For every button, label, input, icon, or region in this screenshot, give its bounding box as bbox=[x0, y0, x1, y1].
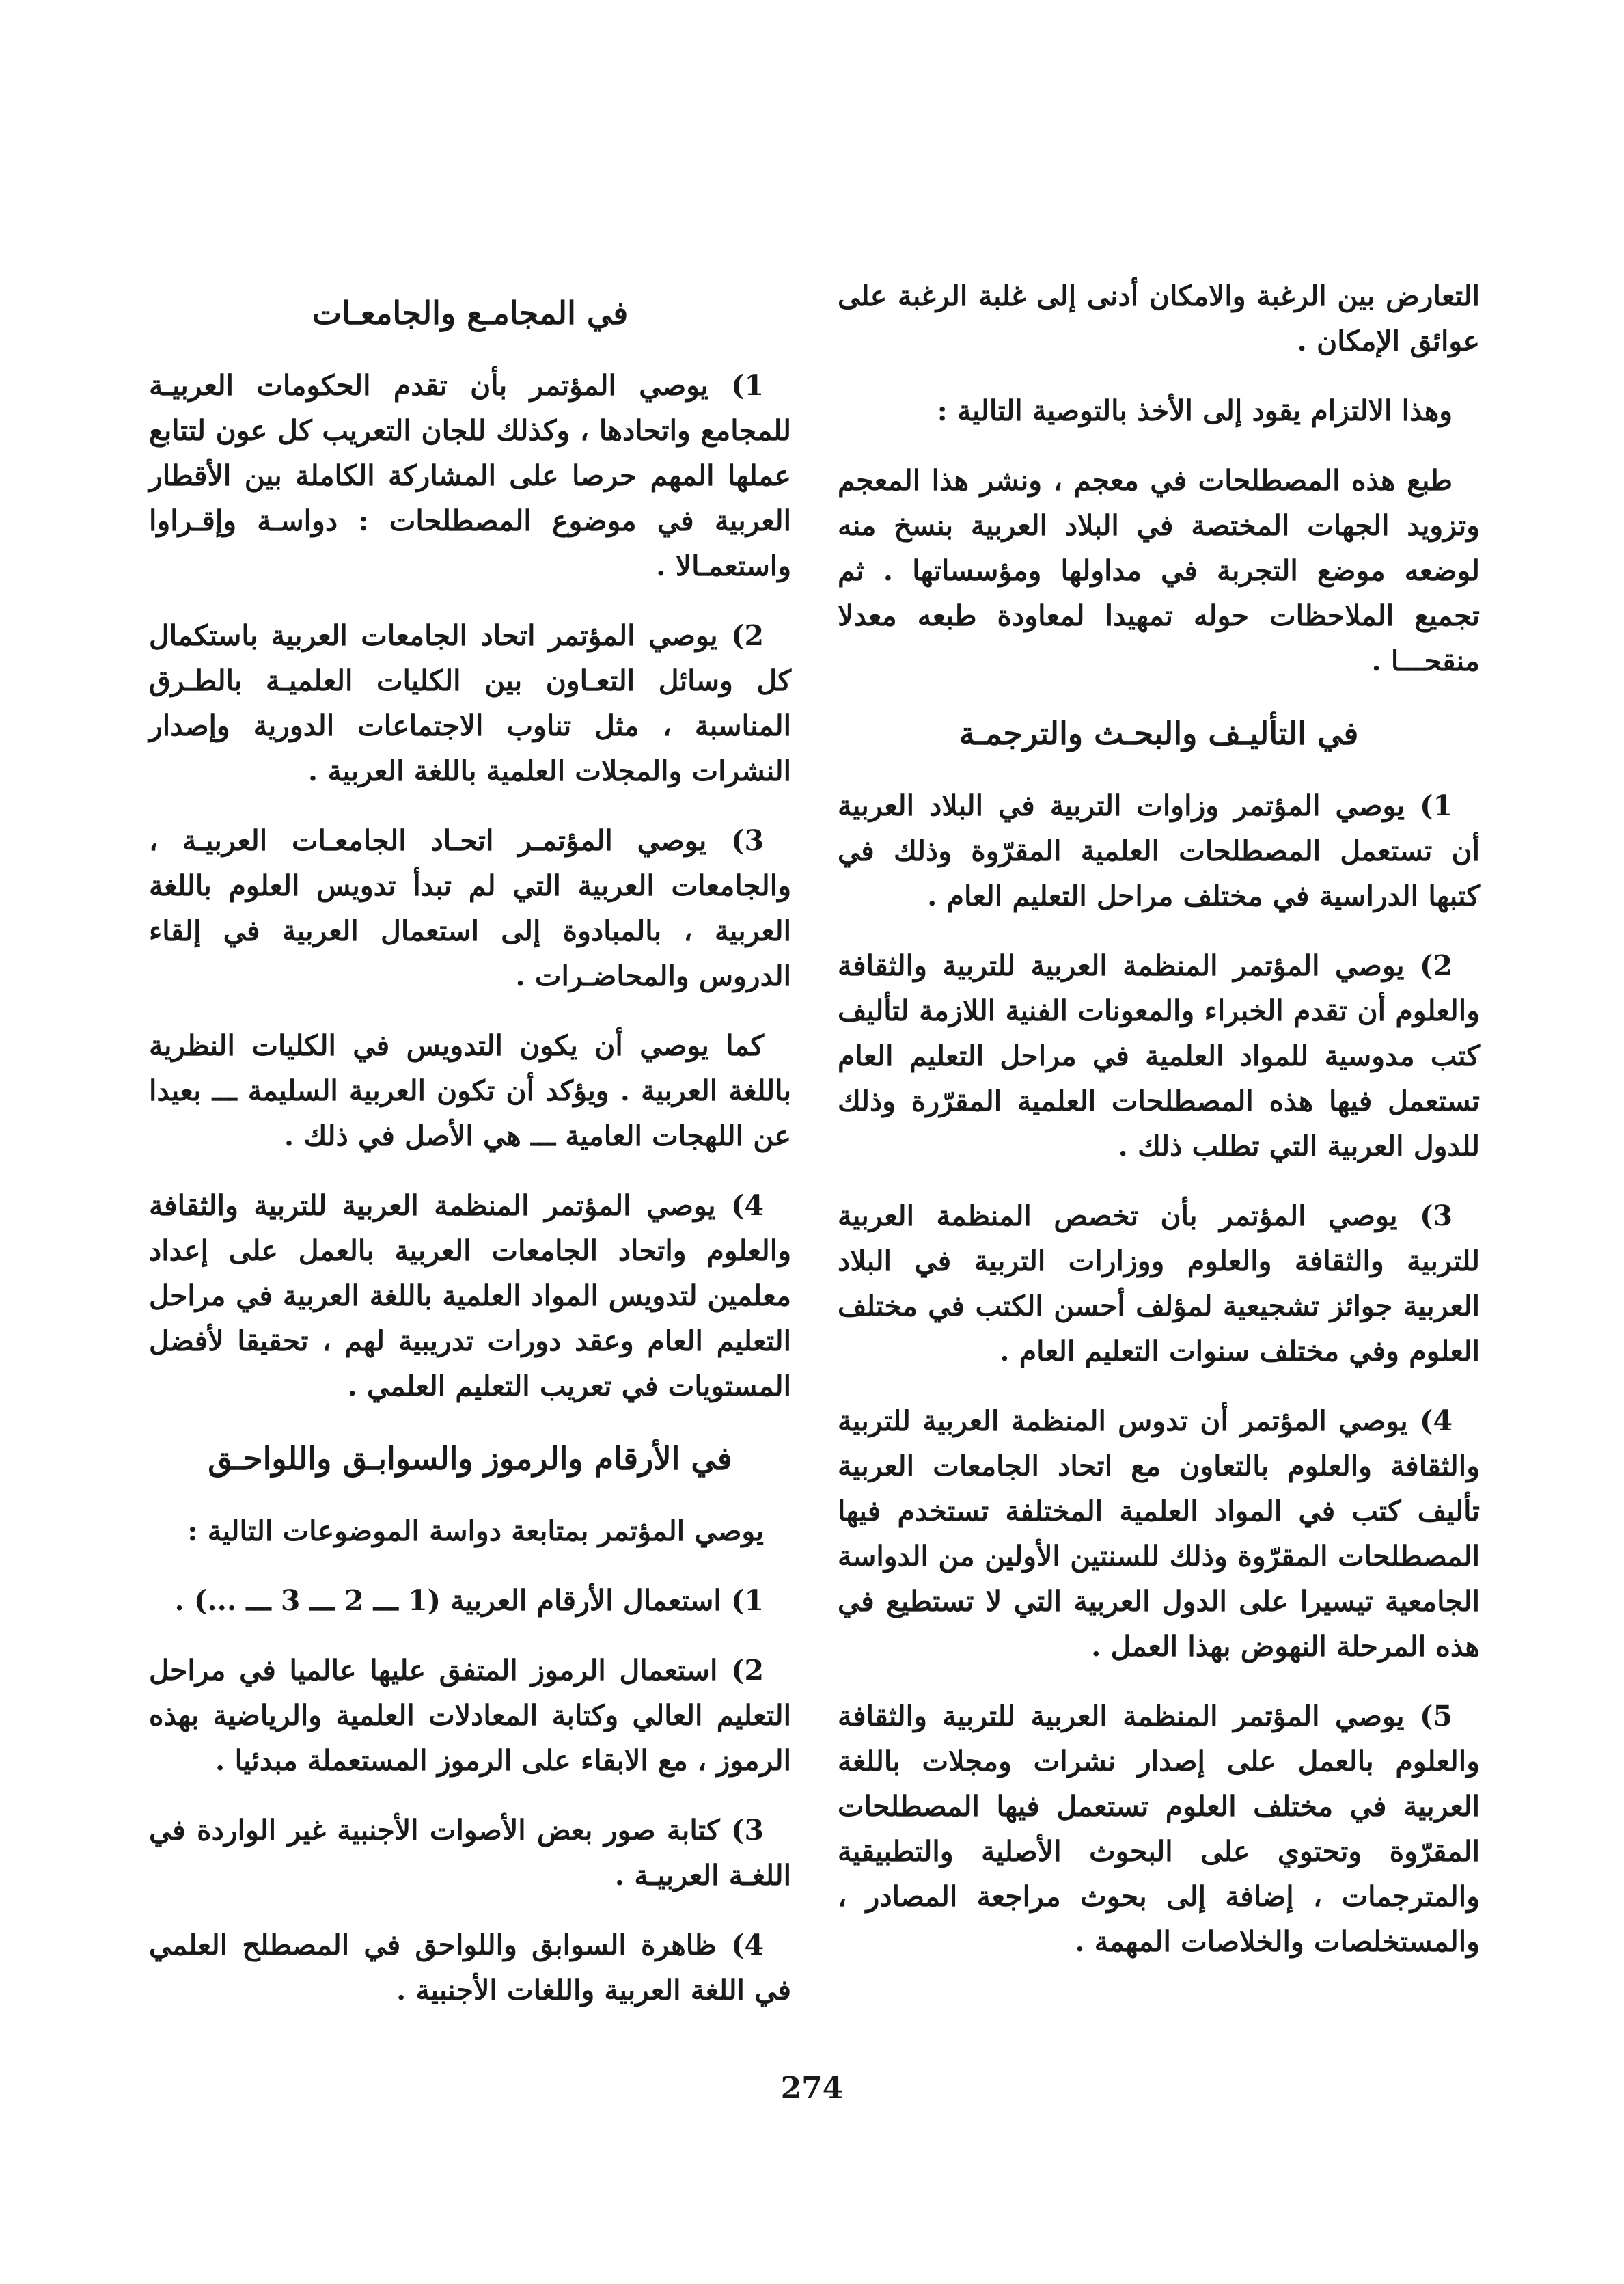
left-column bbox=[149, 273, 791, 2037]
recommendation-item: 2) يوصي المؤتمر المنظمة العربية للتربية والثقافة والعلوم أن تقدم الخبراء والمعونات الفنية اللازمة لتأليف كتب مدوسية للمواد العلمية في مراحل التعليم العام تستعمل فيها هذه المصطلحات العلمية المقرّرة وذلك للدول العربية التي تطلب ذلك . bbox=[838, 949, 1480, 1163]
section-heading: في الأرقام والرموز والسوابـق واللواحـق bbox=[208, 1440, 732, 1477]
section-intro: يوصي المؤتمر بمتابعة دواسة الموضوعات التالية : bbox=[187, 1514, 764, 1547]
recommendation-item: كما يوصي أن يكون التدويس في الكليات النظرية باللغة العربية . ويؤكد أن تكون العربية السليمة ـــ بعيدا عن اللهجات العامية ـــ هي الأصل في ذلك . bbox=[149, 1029, 791, 1152]
intro-paragraph: وهذا الالتزام يقود إلى الأخذ بالتوصية التالية : bbox=[937, 394, 1453, 427]
recommendation-item: 3) يوصي المؤتمر بأن تخصص المنظمة العربية للتربية والثقافة والعلوم ووزارات التربية في البلاد العربية جوائز تشجيعية لمؤلف أحسن الكتب في مختلف العلوم وفي مختلف سنوات التعليم العام . bbox=[838, 1199, 1480, 1368]
topic-item: 2) استعمال الرموز المتفق عليها عالميا في مراحل التعليم العالي وكتابة المعادلات العلمية والرياضية بهذه الرموز ، مع الابقاء على الرموز المستعملة مبدئيا . bbox=[149, 1654, 791, 1777]
intro-paragraph: التعارض بين الرغبة والامكان أدنى إلى غلبة الرغبة على عوائق الإمكان . bbox=[838, 280, 1480, 357]
recommendation-item: 3) يوصي المؤتمـر اتحـاد الجامعـات العربيـة ، والجامعات العربية التي لم تبدأ تدويس العلوم باللغة العربية ، بالمبادوة إلى استعمال العربية في إلقاء الدروس والمحاضـرات . bbox=[149, 824, 791, 992]
recommendation-item: 4) يوصي المؤتمر أن تدوس المنظمة العربية للتربية والثقافة والعلوم بالتعاون مع اتحاد الجامعات العربية تأليف كتب في المواد العلمية المختلفة تستخدم فيها المصطلحات المقرّوة وذلك للسنتين الأولين من الدواسة الجامعية تيسيرا على الدول العربية التي لا تستطيع في هذه المرحلة النهوض بهذا العمل . bbox=[838, 1404, 1480, 1663]
recommendation-item: 5) يوصي المؤتمر المنظمة العربية للتربية والثقافة والعلوم بالعمل على إصدار نشرات ومجلات باللغة العربية في مختلف العلوم تستعمل فيها المصطلحات المقرّوة وتحتوي على البحوث الأصلية والتطبيقية والمترجمات ، إضافة إلى بحوث مراجعة المصادر ، والمستخلصات والخلاصات المهمة . bbox=[838, 1700, 1480, 1958]
topic-item: 4) ظاهرة السوابق واللواحق في المصطلح العلمي في اللغة العربية واللغات الأجنبية . bbox=[149, 1929, 791, 2007]
intro-paragraph: طبع هذه المصطلحات في معجم ، ونشر هذا المعجم وتزويد الجهات المختصة في البلاد العربية بنسخ منه لوضعه موضع التجربة في مداولها ومؤسساتها . ثم تجميع الملاحظات حوله تمهيدا لمعاودة طبعه معدلا منقحـــا . bbox=[838, 464, 1480, 677]
section-heading: في التأليـف والبحـث والترجمـة bbox=[959, 715, 1359, 752]
recommendation-item: 2) يوصي المؤتمر اتحاد الجامعات العربية باستكمال كل وسائل التعـاون بين الكليات العلميـة بالطـرق المناسبة ، مثل تناوب الاجتماعات الدورية وإصدار النشرات والمجلات العلمية باللغة العربية . bbox=[149, 619, 791, 787]
topic-item: 1) استعمال الأرقام العربية (1 ـــ 2 ـــ 3 ـــ ...) . bbox=[174, 1584, 764, 1617]
section-heading: في المجامـع والجامعـات bbox=[312, 295, 629, 331]
right-column bbox=[838, 273, 1480, 1989]
recommendation-item: 1) يوصي المؤتمر وزاوات التربية في البلاد العربية أن تستعمل المصطلحات العلمية المقرّوة وذلك في كتبها الدراسية في مختلف مراحل التعليم العام . bbox=[838, 789, 1480, 912]
page-number: 274 bbox=[780, 2071, 844, 2106]
recommendation-item: 1) يوصي المؤتمر بأن تقدم الحكومات العربيـة للمجامع واتحادها ، وكذلك للجان التعريب كل عون لتتابع عملها المهم حرصا على المشاركة الكاملة بين الأقطار العربية في موضوع المصطلحات : دواسـة وإقـراوا واستعمـالا . bbox=[149, 369, 791, 582]
topic-item: 3) كتابة صور بعض الأصوات الأجنبية غير الواردة في اللغـة العربيـة . bbox=[149, 1814, 791, 1892]
recommendation-item: 4) يوصي المؤتمر المنظمة العربية للتربية والثقافة والعلوم واتحاد الجامعات العربية بالعمل على إعداد معلمين لتدويس المواد العلمية باللغة العربية في مراحل التعليم العام وعقد دورات تدريبية لهم ، تحقيقا لأفضل المستويات في تعريب التعليم العلمي . bbox=[149, 1189, 791, 1402]
